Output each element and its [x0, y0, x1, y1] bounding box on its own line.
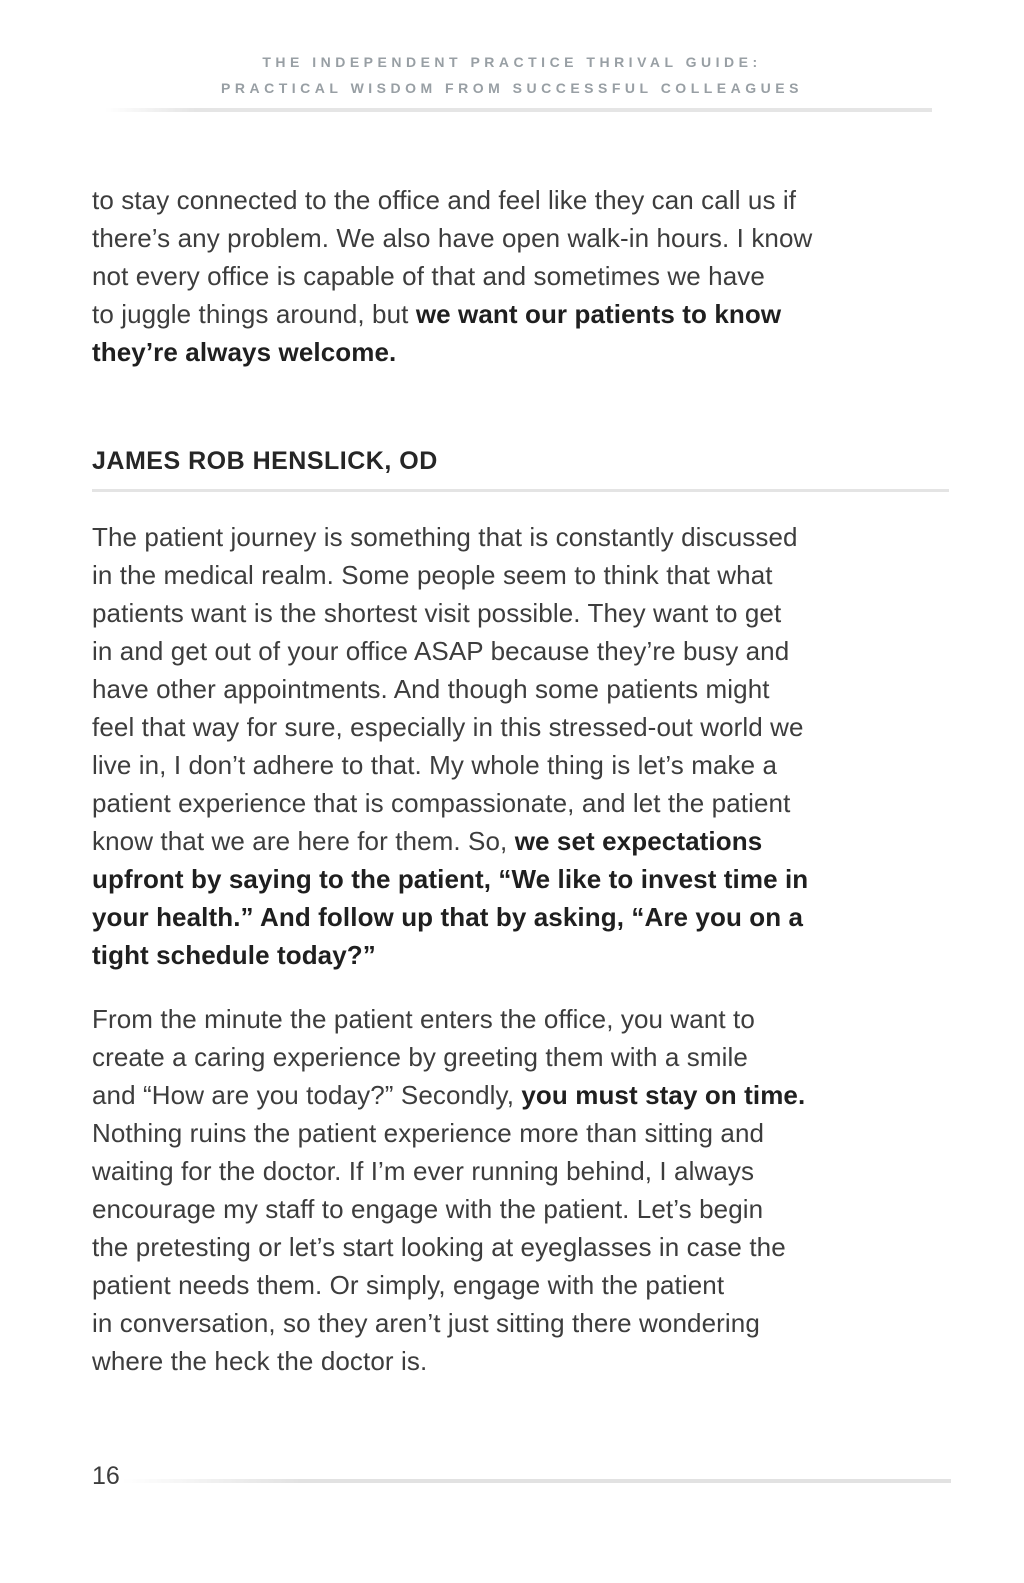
text-line: have other appointments. And though some patients might: [92, 674, 770, 704]
text-line: tight schedule today?”: [92, 940, 376, 970]
text-line: Nothing ruins the patient experience more than sitting and: [92, 1118, 765, 1148]
text-line: in and get out of your office ASAP because they’re busy and: [92, 636, 790, 666]
text-line: The patient journey is something that is constantly discussed: [92, 522, 798, 552]
text-line: feel that way for sure, especially in this stressed-out world we: [92, 712, 804, 742]
text-line: know that we are here for them. So, we set expectations: [92, 826, 763, 856]
section-divider: [92, 489, 949, 492]
text-line: to juggle things around, but we want our patients to know: [92, 299, 782, 329]
text-line: in the medical realm. Some people seem to think that what: [92, 560, 773, 590]
text-line: patient needs them. Or simply, engage with the patient: [92, 1270, 725, 1300]
text-line: encourage my staff to engage with the patient. Let’s begin: [92, 1194, 764, 1224]
text-line: patients want is the shortest visit possible. They want to get: [92, 598, 782, 628]
header-divider: [105, 108, 932, 112]
text-line: upfront by saying to the patient, “We like to invest time in: [92, 864, 809, 894]
running-header: [0, 49, 1024, 101]
text-line: they’re always welcome.: [92, 337, 397, 367]
text-line: your health.” And follow up that by asking, “Are you on a: [92, 902, 804, 932]
text-line: in conversation, so they aren’t just sitting there wondering: [92, 1308, 760, 1338]
text-line: to stay connected to the office and feel like they can call us if: [92, 185, 797, 215]
paragraph-intro: [92, 181, 992, 371]
running-header-line2: PRACTICAL WISDOM FROM SUCCESSFUL COLLEAGUES: [221, 80, 803, 96]
text-line: live in, I don’t adhere to that. My whole thing is let’s make a: [92, 750, 778, 780]
footer-divider: [122, 1479, 951, 1483]
text-line: there’s any problem. We also have open walk-in hours. I know: [92, 223, 813, 253]
text-line: not every office is capable of that and sometimes we have: [92, 261, 765, 291]
paragraph-patient-journey: [92, 518, 992, 974]
page-number: 16: [92, 1462, 120, 1490]
text-line: waiting for the doctor. If I’m ever running behind, I always: [92, 1156, 755, 1186]
text-line: the pretesting or let’s start looking at eyeglasses in case the: [92, 1232, 786, 1262]
text-line: From the minute the patient enters the office, you want to: [92, 1004, 755, 1034]
text-line: create a caring experience by greeting them with a smile: [92, 1042, 748, 1072]
running-header-line1: THE INDEPENDENT PRACTICE THRIVAL GUIDE:: [262, 54, 762, 70]
paragraph-caring-experience: [92, 1000, 992, 1380]
section-heading: JAMES ROB HENSLICK, OD: [92, 447, 438, 475]
text-line: and “How are you today?” Secondly, you must stay on time.: [92, 1080, 806, 1110]
text-line: patient experience that is compassionate, and let the patient: [92, 788, 791, 818]
text-line: where the heck the doctor is.: [92, 1346, 428, 1376]
